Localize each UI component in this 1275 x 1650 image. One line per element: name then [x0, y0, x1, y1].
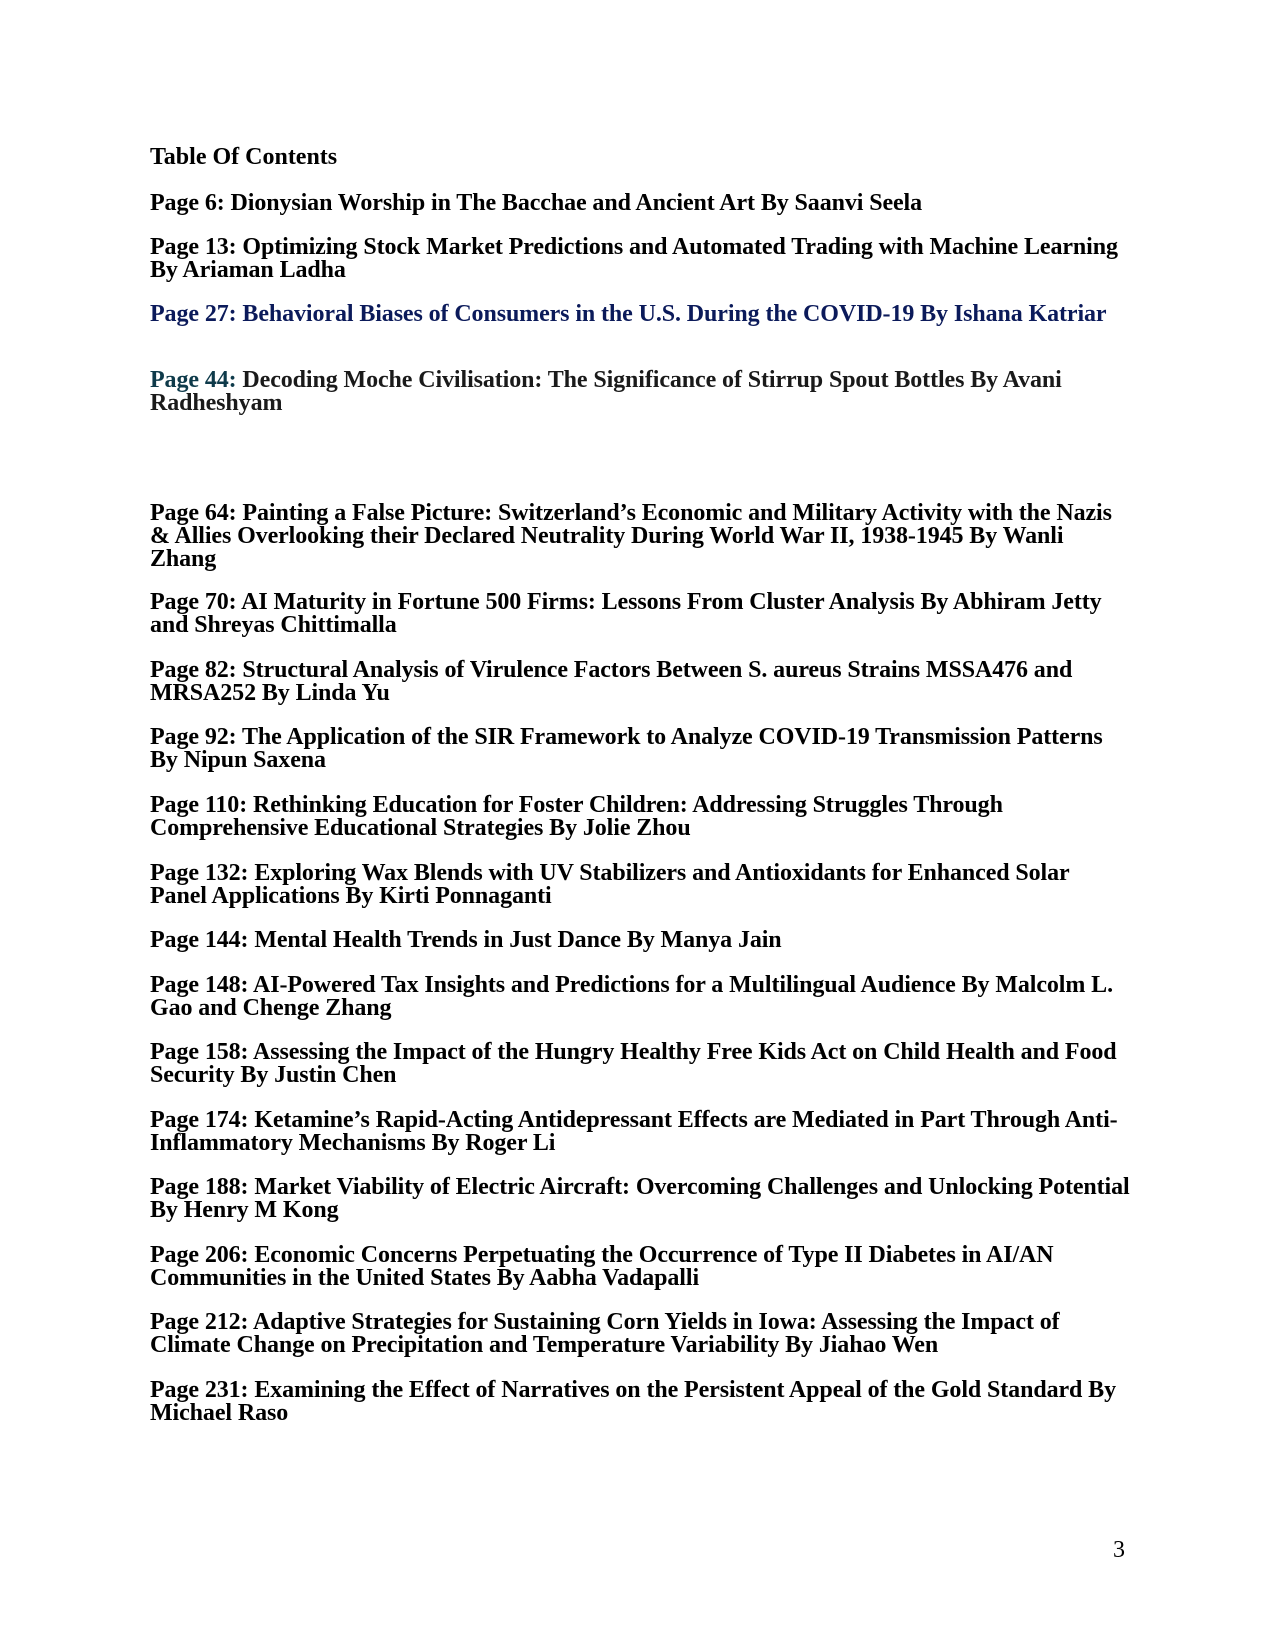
toc-entry-title: AI Maturity in Fortune 500 Firms: Lessons From Cluster Analysis By Abhiram Jetty and Shreyas Chittimalla [150, 589, 1102, 638]
toc-entry-page: Page 82: [150, 657, 237, 683]
toc-entry [150, 236, 1130, 282]
toc-entry-title: Optimizing Stock Market Predictions and Automated Trading with Machine Learning By Ariaman Ladha [150, 234, 1118, 283]
toc-entry-page: Page 144: [150, 927, 249, 953]
toc-entry-page: Page 27: [150, 301, 237, 327]
toc-entry-title: Dionysian Worship in The Bacchae and Ancient Art By Saanvi Seela [230, 190, 923, 216]
toc-entry-title: Examining the Effect of Narratives on the Persistent Appeal of the Gold Standard By Michael Raso [150, 1377, 1116, 1426]
toc-entry-title: Structural Analysis of Virulence Factors Between S. aureus Strains MSSA476 and MRSA252 By Linda Yu [150, 657, 1073, 706]
toc-entry-page: Page 6: [150, 190, 225, 216]
toc-entry-title: Adaptive Strategies for Sustaining Corn Yields in Iowa: Assessing the Impact of Climate Change on Precipitation and Temperature Variability By Jiahao Wen [150, 1309, 1060, 1358]
toc-entry-title: Exploring Wax Blends with UV Stabilizers and Antioxidants for Enhanced Solar Panel Applications By Kirti Ponnaganti [150, 860, 1070, 909]
toc-entry [150, 591, 1130, 637]
toc-entry-page: Page 13: [150, 234, 237, 260]
toc-entry-page: Page 158: [150, 1039, 249, 1065]
toc-entry-page: Page 174: [150, 1107, 249, 1133]
toc-entry-title: Market Viability of Electric Aircraft: Overcoming Challenges and Unlocking Potential By Henry M Kong [150, 1174, 1130, 1223]
toc-entry-page: Page 148: [150, 972, 249, 998]
toc-entry [150, 1244, 1130, 1290]
toc-entry [150, 1311, 1130, 1357]
toc-entry-title: Assessing the Impact of the Hungry Healthy Free Kids Act on Child Health and Food Security By Justin Chen [150, 1039, 1117, 1088]
toc-entry-page: Page 206: [150, 1242, 249, 1268]
toc-entry [150, 303, 1130, 326]
toc-entry-title: Decoding Moche Civilisation: The Significance of Stirrup Spout Bottles By Avani Radheshyam [150, 367, 1062, 416]
toc-entry-page: Page 92: [150, 724, 237, 750]
toc-entry [150, 1109, 1130, 1155]
toc-entry [150, 1176, 1130, 1222]
toc-entry [150, 192, 1130, 215]
toc-entry-title: AI-Powered Tax Insights and Predictions for a Multilingual Audience By Malcolm L. Gao and Chenge Zhang [150, 972, 1113, 1021]
toc-entry [150, 1041, 1130, 1087]
toc-entry-title: Behavioral Biases of Consumers in the U.S. During the COVID-19 By Ishana Katriar [242, 301, 1107, 327]
toc-entry [150, 502, 1130, 571]
toc-entry-title: Painting a False Picture: Switzerland’s Economic and Military Activity with the Nazis & Allies Overlooking their Declared Neutrality During World War II, 1938-1945 By Wanli Zhang [150, 500, 1112, 572]
toc-entry [150, 659, 1130, 705]
toc-entry-page: Page 70: [150, 589, 237, 615]
toc-entry-page: Page 44: [150, 367, 237, 393]
toc-entry-page: Page 132: [150, 860, 249, 886]
toc-entry-title: Rethinking Education for Foster Children: Addressing Struggles Through Comprehensive Educational Strategies By Jolie Zhou [150, 792, 1003, 841]
toc-entry [150, 929, 1130, 952]
toc-entry-title: Ketamine’s Rapid-Acting Antidepressant Effects are Mediated in Part Through Anti-Inflammatory Mechanisms By Roger Li [150, 1107, 1118, 1156]
page-number: 3 [1113, 1537, 1125, 1563]
toc-entry [150, 1379, 1130, 1425]
toc-heading: Table Of Contents [150, 144, 338, 170]
toc-entry-title: Economic Concerns Perpetuating the Occurrence of Type II Diabetes in AI/AN Communities in the United States By Aabha Vadapalli [150, 1242, 1054, 1291]
toc-entry [150, 862, 1130, 908]
toc-entry [150, 726, 1130, 772]
toc-entry-page: Page 212: [150, 1309, 249, 1335]
toc-entry-page: Page 188: [150, 1174, 249, 1200]
toc-entry [150, 369, 1130, 415]
toc-entry-page: Page 231: [150, 1377, 249, 1403]
toc-entry [150, 974, 1130, 1020]
toc-entry [150, 794, 1130, 840]
toc-entry-page: Page 64: [150, 500, 237, 526]
toc-entry-title: Mental Health Trends in Just Dance By Manya Jain [254, 927, 782, 953]
toc-entry-page: Page 110: [150, 792, 248, 818]
toc-entry-title: The Application of the SIR Framework to Analyze COVID-19 Transmission Patterns By Nipun Saxena [150, 724, 1103, 773]
